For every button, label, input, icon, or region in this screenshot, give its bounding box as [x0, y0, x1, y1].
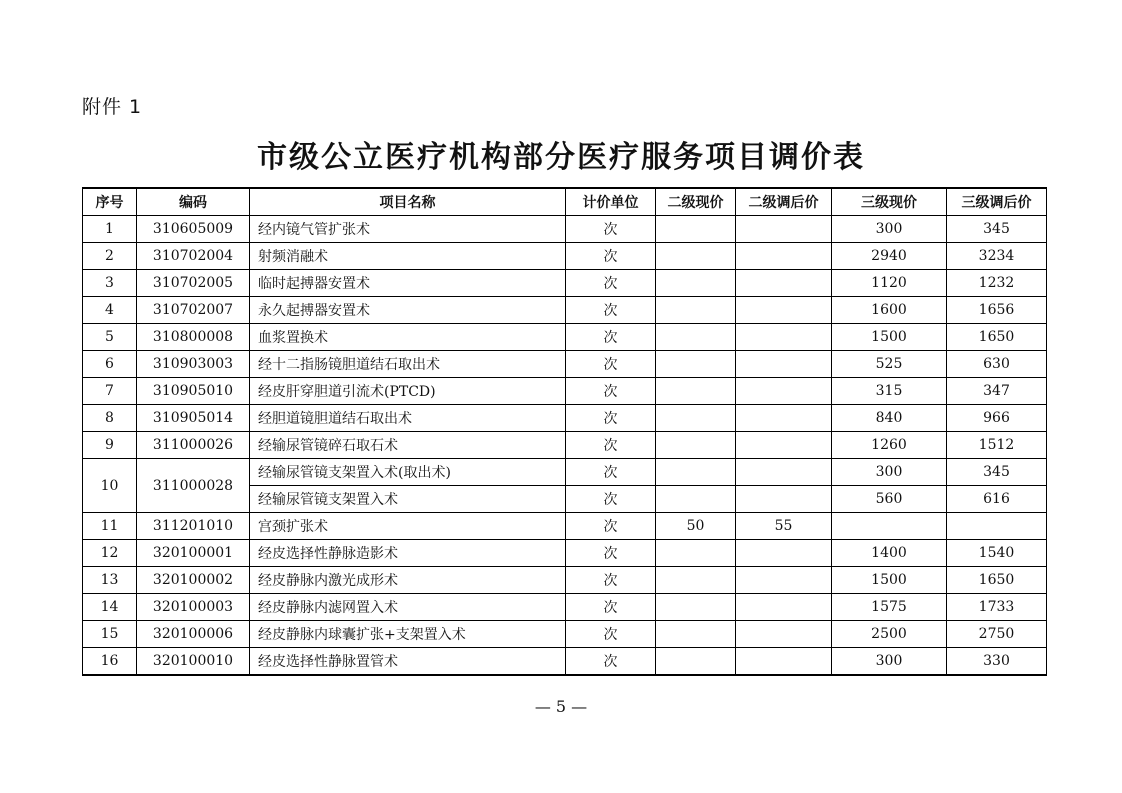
table-row — [83, 270, 1047, 297]
cell-name: 经皮静脉内滤网置入术 — [250, 594, 566, 621]
cell-l3-now: 1120 — [832, 270, 947, 297]
table-row — [83, 216, 1047, 243]
cell-no: 7 — [83, 378, 137, 405]
cell-l3-adj: 330 — [947, 648, 1047, 676]
cell-l2-adj — [736, 216, 832, 243]
cell-unit: 次 — [566, 567, 656, 594]
cell-l2-now — [656, 567, 736, 594]
cell-l3-now: 525 — [832, 351, 947, 378]
table-row — [83, 351, 1047, 378]
cell-l2-adj — [736, 432, 832, 459]
cell-code: 320100003 — [137, 594, 250, 621]
cell-l2-now — [656, 459, 736, 486]
cell-l2-now — [656, 621, 736, 648]
cell-no: 1 — [83, 216, 137, 243]
cell-l3-now: 300 — [832, 459, 947, 486]
cell-l3-now: 1575 — [832, 594, 947, 621]
cell-l2-adj — [736, 243, 832, 270]
cell-code: 310800008 — [137, 324, 250, 351]
cell-l3-now: 315 — [832, 378, 947, 405]
cell-name: 经输尿管镜支架置入术(取出术) — [250, 459, 566, 486]
cell-l2-now: 50 — [656, 513, 736, 540]
cell-name: 射频消融术 — [250, 243, 566, 270]
cell-unit: 次 — [566, 621, 656, 648]
cell-name: 永久起搏器安置术 — [250, 297, 566, 324]
cell-code: 310905014 — [137, 405, 250, 432]
cell-l2-now — [656, 432, 736, 459]
cell-l3-adj: 966 — [947, 405, 1047, 432]
cell-name: 宫颈扩张术 — [250, 513, 566, 540]
cell-no: 15 — [83, 621, 137, 648]
cell-code: 310903003 — [137, 351, 250, 378]
cell-l2-adj — [736, 459, 832, 486]
table-row — [83, 243, 1047, 270]
cell-name: 经胆道镜胆道结石取出术 — [250, 405, 566, 432]
table-row — [83, 621, 1047, 648]
cell-l3-adj: 3234 — [947, 243, 1047, 270]
table-row — [83, 324, 1047, 351]
cell-code: 311000026 — [137, 432, 250, 459]
cell-l2-adj — [736, 378, 832, 405]
cell-no: 6 — [83, 351, 137, 378]
cell-no: 9 — [83, 432, 137, 459]
cell-l3-adj: 1512 — [947, 432, 1047, 459]
cell-unit: 次 — [566, 648, 656, 676]
cell-no: 8 — [83, 405, 137, 432]
cell-l3-now: 1500 — [832, 324, 947, 351]
table-row — [83, 567, 1047, 594]
cell-l2-adj — [736, 648, 832, 676]
price-adjustment-table — [82, 187, 1047, 676]
header-cell-l2-now: 二级现价 — [656, 188, 736, 216]
cell-l3-now: 1600 — [832, 297, 947, 324]
cell-name: 经内镜气管扩张术 — [250, 216, 566, 243]
cell-name: 经十二指肠镜胆道结石取出术 — [250, 351, 566, 378]
cell-l3-now: 1260 — [832, 432, 947, 459]
cell-code: 310905010 — [137, 378, 250, 405]
cell-unit: 次 — [566, 405, 656, 432]
cell-l3-now: 2940 — [832, 243, 947, 270]
cell-name: 经皮静脉内球囊扩张+支架置入术 — [250, 621, 566, 648]
cell-name: 经皮肝穿胆道引流术(PTCD) — [250, 378, 566, 405]
cell-code: 311201010 — [137, 513, 250, 540]
cell-l3-now: 300 — [832, 648, 947, 676]
cell-no: 4 — [83, 297, 137, 324]
cell-l3-now: 300 — [832, 216, 947, 243]
table-row — [83, 594, 1047, 621]
cell-unit: 次 — [566, 432, 656, 459]
cell-l2-now — [656, 324, 736, 351]
cell-l3-adj: 1650 — [947, 567, 1047, 594]
table-row — [83, 648, 1047, 676]
table-row — [83, 405, 1047, 432]
cell-l3-adj: 630 — [947, 351, 1047, 378]
cell-l3-adj — [947, 513, 1047, 540]
cell-l3-adj: 345 — [947, 216, 1047, 243]
cell-no: 14 — [83, 594, 137, 621]
cell-l3-adj: 1540 — [947, 540, 1047, 567]
header-cell-name: 项目名称 — [250, 188, 566, 216]
cell-unit: 次 — [566, 297, 656, 324]
cell-l3-adj: 347 — [947, 378, 1047, 405]
cell-l2-adj — [736, 567, 832, 594]
cell-l3-now — [832, 513, 947, 540]
cell-l2-adj — [736, 297, 832, 324]
cell-name: 经皮选择性静脉置管术 — [250, 648, 566, 676]
cell-no: 12 — [83, 540, 137, 567]
cell-unit: 次 — [566, 594, 656, 621]
cell-l3-adj: 1733 — [947, 594, 1047, 621]
cell-l3-adj: 1232 — [947, 270, 1047, 297]
cell-l2-adj — [736, 486, 832, 513]
table-header-row — [83, 188, 1047, 216]
cell-no: 11 — [83, 513, 137, 540]
cell-l2-now — [656, 405, 736, 432]
table-row — [83, 513, 1047, 540]
cell-l3-adj: 1650 — [947, 324, 1047, 351]
cell-code: 320100006 — [137, 621, 250, 648]
cell-unit: 次 — [566, 459, 656, 486]
cell-l2-now — [656, 270, 736, 297]
cell-unit: 次 — [566, 486, 656, 513]
cell-name: 经输尿管镜碎石取石术 — [250, 432, 566, 459]
cell-l3-adj: 616 — [947, 486, 1047, 513]
cell-unit: 次 — [566, 243, 656, 270]
header-cell-l2-adj: 二级调后价 — [736, 188, 832, 216]
cell-unit: 次 — [566, 270, 656, 297]
cell-name: 临时起搏器安置术 — [250, 270, 566, 297]
cell-l2-now — [656, 216, 736, 243]
cell-code: 310702007 — [137, 297, 250, 324]
table-row — [83, 432, 1047, 459]
header-cell-l3-now: 三级现价 — [832, 188, 947, 216]
cell-l2-now — [656, 594, 736, 621]
cell-code: 320100002 — [137, 567, 250, 594]
cell-unit: 次 — [566, 351, 656, 378]
cell-l2-now — [656, 540, 736, 567]
table-row — [83, 378, 1047, 405]
cell-code: 320100010 — [137, 648, 250, 676]
cell-l2-adj — [736, 405, 832, 432]
cell-code: 310702005 — [137, 270, 250, 297]
cell-l2-adj — [736, 351, 832, 378]
page-number: — 5 — — [534, 697, 588, 716]
cell-l2-now — [656, 351, 736, 378]
cell-l3-adj: 2750 — [947, 621, 1047, 648]
cell-name: 经输尿管镜支架置入术 — [250, 486, 566, 513]
cell-l3-adj: 1656 — [947, 297, 1047, 324]
cell-l3-now: 1400 — [832, 540, 947, 567]
header-cell-unit: 计价单位 — [566, 188, 656, 216]
header-cell-l3-adj: 三级调后价 — [947, 188, 1047, 216]
cell-l2-now — [656, 297, 736, 324]
cell-l3-adj: 345 — [947, 459, 1047, 486]
header-cell-no: 序号 — [83, 188, 137, 216]
header-cell-code: 编码 — [137, 188, 250, 216]
cell-l3-now: 840 — [832, 405, 947, 432]
cell-l2-now — [656, 243, 736, 270]
cell-l2-adj — [736, 540, 832, 567]
cell-code: 310702004 — [137, 243, 250, 270]
cell-l2-now — [656, 648, 736, 676]
table-row — [83, 459, 1047, 486]
cell-no: 10 — [83, 459, 137, 513]
cell-unit: 次 — [566, 216, 656, 243]
cell-l2-adj — [736, 621, 832, 648]
cell-l2-now — [656, 378, 736, 405]
cell-l2-adj: 55 — [736, 513, 832, 540]
attachment-label: 附件 1 — [82, 96, 143, 118]
cell-unit: 次 — [566, 324, 656, 351]
cell-l2-adj — [736, 270, 832, 297]
cell-l3-now: 2500 — [832, 621, 947, 648]
cell-l2-now — [656, 486, 736, 513]
cell-code: 311000028 — [137, 459, 250, 513]
document-title: 市级公立医疗机构部分医疗服务项目调价表 — [257, 140, 865, 175]
table-row — [83, 297, 1047, 324]
cell-name: 经皮选择性静脉造影术 — [250, 540, 566, 567]
cell-l3-now: 1500 — [832, 567, 947, 594]
cell-unit: 次 — [566, 513, 656, 540]
cell-l2-adj — [736, 324, 832, 351]
cell-no: 5 — [83, 324, 137, 351]
cell-unit: 次 — [566, 540, 656, 567]
cell-name: 经皮静脉内激光成形术 — [250, 567, 566, 594]
cell-code: 320100001 — [137, 540, 250, 567]
cell-unit: 次 — [566, 378, 656, 405]
cell-name: 血浆置换术 — [250, 324, 566, 351]
cell-no: 2 — [83, 243, 137, 270]
table-row — [83, 540, 1047, 567]
cell-code: 310605009 — [137, 216, 250, 243]
cell-l2-adj — [736, 594, 832, 621]
cell-no: 3 — [83, 270, 137, 297]
cell-no: 16 — [83, 648, 137, 676]
cell-no: 13 — [83, 567, 137, 594]
cell-l3-now: 560 — [832, 486, 947, 513]
